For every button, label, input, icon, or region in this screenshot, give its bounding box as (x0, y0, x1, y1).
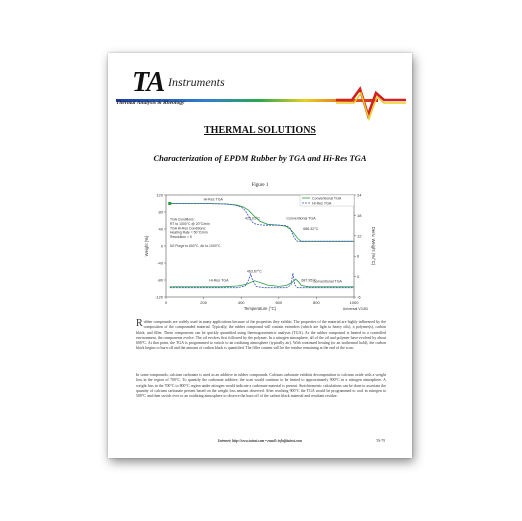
logo-mark: TA (132, 67, 165, 98)
y-tick-label: 80 (158, 209, 163, 215)
annotation-label: Conventional TGA (312, 279, 342, 284)
y-tick-label: -80 (157, 277, 163, 283)
logo-tagline: Thermal Analysis & Rheology (116, 100, 185, 106)
x-tick-label: 400 (237, 300, 245, 305)
y2-tick-label: 18 (357, 212, 362, 218)
paragraph-2: In some compounds, calcium carbonate is used as an additive in rubber compounds. Calcium carbonate exhibits decomposition to calcium oxide with a weight loss in the region of 700°C. To quantify the carbonate additive, the scan would continue to be heated to approximately 900°C in a nitrogen atmosphere. A weight loss in the 700°C to 800°C region under nitrogen would indicate a carbonate material is present. Stoichiometric calculations can be done to ascertain the quantity of calcium carbonate present based on the weight loss amount observed. After reaching 900°C the TGA would be programmed to cool in nitrogen to 500°C and then switch over to an oxidizing atmosphere to observe the burn off of the carbon black material and resultant residue. (136, 373, 386, 399)
y2-tick-label: 12 (357, 233, 362, 239)
y2-tick-label: 24 (357, 192, 362, 198)
document-subtitle: Characterization of EPDM Rubber by TGA and Hi-Res TGA (153, 153, 367, 163)
x-tick-label: 800 (313, 300, 320, 305)
y-axis-label: Weight (%) (144, 235, 149, 257)
version-label: Universal V3.8D (342, 307, 368, 311)
x-tick-label: 1000 (349, 300, 359, 305)
conditions-line: N2 Purge to 600°C, Air to 1000°C (170, 243, 221, 248)
x-tick-label: 600 (275, 300, 283, 305)
annotation-label: Conventional TGA (286, 216, 316, 221)
y-tick-label: 0 (160, 243, 163, 249)
document-id: TS-79 (376, 439, 385, 443)
y2-axis-label: Deriv. Weight (%/°C) (371, 226, 376, 266)
annotation-label: 463.67°C (246, 269, 262, 274)
logo-wordmark: Instruments (168, 75, 225, 89)
legend-entry: Conventional TGA (312, 196, 342, 201)
y-tick-label: 120 (156, 192, 163, 198)
y2-tick-label: 0 (357, 274, 360, 280)
paragraph-1 (136, 320, 386, 352)
conditions-line: RT to 1000°C @ 20°C/min (170, 221, 210, 226)
legend-entry: Hi-Res TGA (312, 201, 332, 206)
document-page (108, 53, 412, 458)
y2-tick-label: 6 (357, 253, 360, 259)
drop-cap: R (136, 318, 143, 329)
conditions-line: TGA Conditions: (170, 217, 195, 222)
figure-label: Figure 1 (251, 183, 269, 188)
annotation-label: 423.01°C (244, 216, 260, 221)
paragraph-1-text: ubber compounds are widely used in many applications because of the properties they exhibit. The properties of the material are highly influenced by the composition of the compounded material. Typically, the rubber compound will contain extenders (which are light to heavy oils), a polymer(s), carbon black, and filler. These components can be quickly quantified using thermogravimetric analysis (TGA). As the rubber compound is heated in a controlled environment, the components evolve. The oil evolves first followed by the polymer. In a nitrogen atmosphere, all of the oil and polymer have evolved by about 600°C. At that point, the TGA is programmed to switch to an oxidizing atmosphere (typically air). With continued heating (or an isothermal hold), the carbon black begins to burn off and the amount of carbon black is quantified. The filler content will be the residue remaining at the end of the scan. (136, 320, 386, 351)
y2-tick-label: -6 (357, 294, 361, 300)
section-title: THERMAL SOLUTIONS (204, 125, 316, 136)
y-tick-label: -40 (157, 260, 163, 266)
x-tick-label: 200 (200, 300, 207, 305)
y-tick-label: 40 (158, 226, 163, 232)
annotation-label: 686.32°C (303, 226, 319, 231)
annotation-label: Hi-Res TGA (209, 278, 229, 283)
tga-chart (140, 189, 380, 314)
x-tick-label: 0 (164, 300, 168, 305)
conditions-line: Heating Rate = 50°C/min (170, 230, 208, 235)
conditions-line: TGA Hi-Res Conditions: (170, 226, 206, 231)
footer-contact: Internet: http://www.tainst.com • email: info@tainst.com (218, 439, 302, 443)
start-marker (168, 202, 171, 205)
annotation-label: 687.95°C (301, 278, 317, 283)
x-axis-label: Temperature (°C) (243, 306, 277, 311)
annotation-label: Hi-Res TGA (203, 197, 223, 202)
y-tick-label: -120 (154, 294, 163, 300)
conditions-line: Resolution = 5 (170, 235, 192, 240)
